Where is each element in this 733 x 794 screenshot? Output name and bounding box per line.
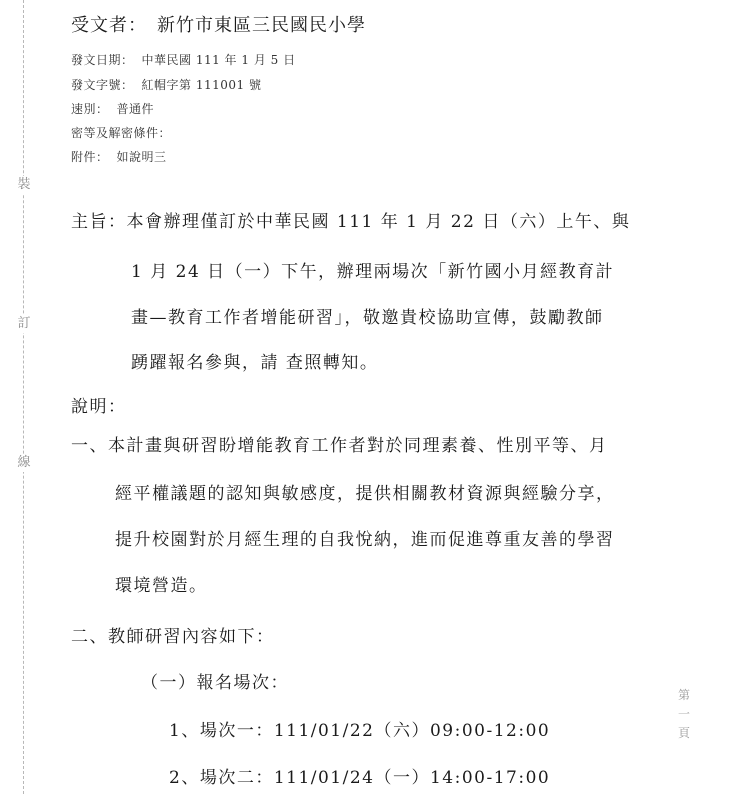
meta-attachment-label: 附件： — [71, 150, 109, 164]
explanation-sub1: （一）報名場次： — [141, 673, 289, 693]
explanation-item1-line-2: 經平權議題的認知與敏感度，提供相關教材資源與經驗分享， — [115, 484, 615, 504]
meta-date-label: 發文日期： — [71, 53, 134, 67]
subject-line-3: 畫—教育工作者增能研習」，敬邀貴校協助宣傳，鼓勵教師 — [131, 308, 604, 328]
meta-doc-number — [71, 76, 261, 93]
meta-doc-number-value: 紅帽字第 111001 號 — [141, 78, 262, 92]
meta-classification — [71, 124, 179, 141]
subject-line-4: 踴躍報名參與，請 查照轉知。 — [131, 353, 379, 373]
session-2: 2、場次二：111/01/24（一）14:00-17:00 — [169, 768, 551, 788]
meta-doc-number-label: 發文字號： — [71, 78, 134, 92]
explanation-item1-line-1: 一、本計畫與研習盼增能教育工作者對於同理素養、性別平等、月 — [71, 436, 608, 456]
meta-speed-value: 普通件 — [116, 102, 155, 116]
explanation-item1-line-4: 環境營造。 — [115, 576, 208, 596]
binding-char-xian: 線 — [13, 454, 35, 472]
meta-speed-label: 速別： — [71, 102, 109, 116]
meta-date — [71, 51, 296, 68]
explanation-item2: 二、教師研習內容如下： — [71, 627, 275, 647]
meta-speed — [71, 100, 154, 117]
meta-date-value: 中華民國 111 年 1 月 5 日 — [141, 53, 296, 67]
binding-char-zhuang: 裝 — [13, 176, 35, 194]
session-1: 1、場次一：111/01/22（六）09:00-12:00 — [169, 721, 551, 741]
page-number-label — [676, 686, 692, 743]
explanation-item1-line-3: 提升校園對於月經生理的自我悅納，進而促進尊重友善的學習 — [115, 530, 615, 550]
meta-classification-label: 密等及解密條件： — [71, 126, 172, 140]
binding-char-ding: 訂 — [13, 315, 35, 333]
binding-line — [23, 0, 24, 794]
subject-line-1: 主旨：本會辦理僅訂於中華民國 111 年 1 月 22 日（六）上午、與 — [71, 212, 631, 232]
meta-attachment-value: 如說明三 — [116, 150, 167, 164]
subject-line-2: 1 月 24 日（一）下午，辦理兩場次「新竹國小月經教育計 — [131, 262, 615, 282]
page-number-char-2: 一 — [677, 707, 690, 721]
page-number-char-3: 頁 — [677, 726, 690, 740]
explanation-heading: 說明： — [71, 397, 127, 417]
page-number-char-1: 第 — [677, 688, 690, 702]
recipient-line: 受文者： 新竹市東區三民國民小學 — [71, 15, 366, 36]
meta-attachment — [71, 148, 167, 165]
